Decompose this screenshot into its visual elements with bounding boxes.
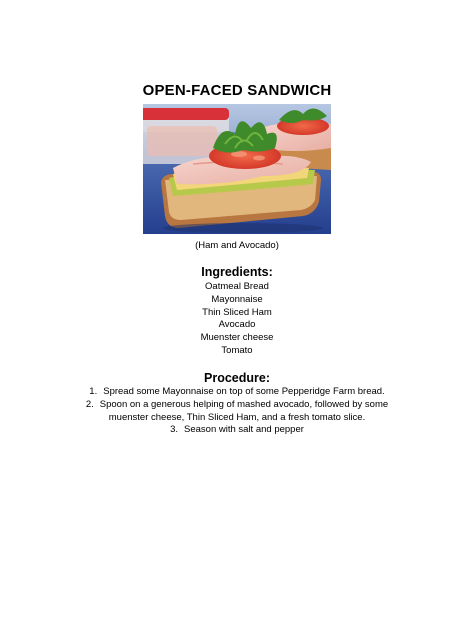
ingredients-heading: Ingredients: — [201, 265, 273, 279]
procedure-step — [0, 424, 474, 437]
sandwich-photo — [143, 104, 331, 234]
ingredient-item: Muenster cheese — [200, 332, 274, 344]
photo-caption: (Ham and Avocado) — [195, 240, 279, 251]
step-text: Spoon on a generous helping of mashed avocado, followed by some muenster cheese, Thin Sliced Ham, and a fresh tomato slice. — [99, 398, 389, 423]
step-number: 3. — [170, 424, 179, 436]
ingredient-item: Tomato — [221, 344, 253, 356]
ingredients-list — [0, 281, 474, 358]
procedure-step — [0, 399, 474, 425]
step-number: 1. — [89, 386, 98, 397]
ingredient-item: Mayonnaise — [211, 293, 263, 305]
step-text: Spread some Mayonnaise on top of some Pepperidge Farm bread. — [103, 386, 385, 397]
ingredient-item: Avocado — [218, 319, 256, 331]
step-number: 2. — [85, 398, 94, 410]
step-text: Season with salt and pepper — [184, 424, 304, 436]
procedure-list — [0, 386, 474, 437]
procedure-step — [0, 386, 474, 399]
ingredient-item: Thin Sliced Ham — [202, 306, 272, 318]
page-title: OPEN-FACED SANDWICH — [142, 82, 332, 99]
ingredient-item: Oatmeal Bread — [205, 281, 269, 292]
procedure-heading: Procedure: — [204, 371, 270, 385]
